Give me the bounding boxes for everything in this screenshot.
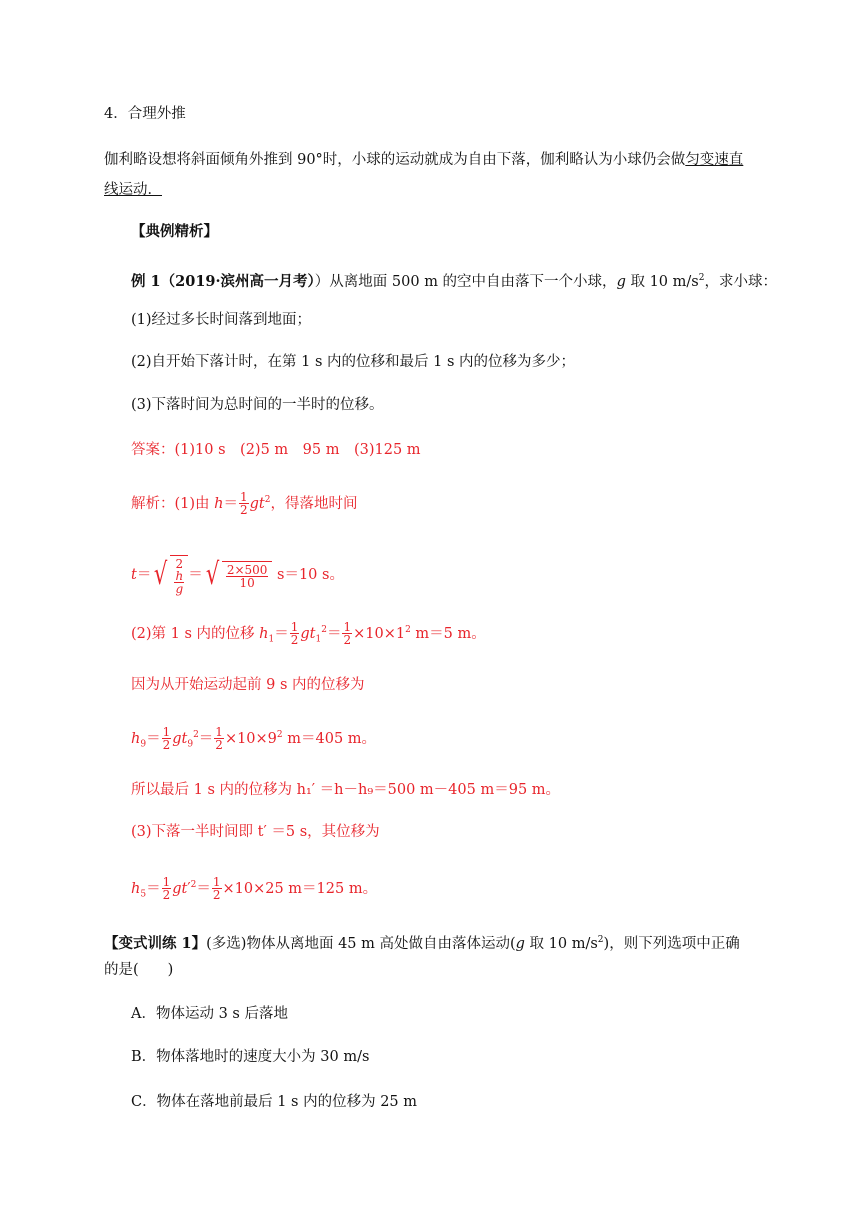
exercise-1-question-cont: 的是( ) — [104, 962, 174, 978]
option-c: C．物体在落地前最后 1 s 内的位移为 25 m — [131, 1094, 418, 1110]
option-b: B．物体落地时的速度大小为 30 m/s — [131, 1049, 370, 1065]
solution-line-8: $h_5=$ $\frac{1}{2}$ $gt'^2=$ $\frac{1}{2}$ ×10×25 m＝125 m。 — [131, 875, 378, 903]
solution-line-1: 解析：(1)由 h＝ $\frac{1}{2}$ $gt^2$，得落地时间 — [131, 490, 358, 518]
solution-line-7: (3)下落一半时间即 t′ ＝5 s，其位移为 — [131, 824, 380, 840]
paragraph-extrapolation: 伽利略设想将斜面倾角外推到 90°时，小球的运动就成为自由下落，伽利略认为小球仍会做匀变速直 — [104, 152, 744, 168]
solution-line-4: 因为从开始运动起前 9 s 内的位移为 — [131, 677, 365, 693]
solution-line-5: $h_9=$ $\frac{1}{2}$ $gt_9^2=$ $\frac{1}{2}$ $\times 10\times 9^2$ m＝405 m。 — [131, 725, 377, 753]
example-1-q2: (2)自开始下落计时，在第 1 s 内的位移和最后 1 s 内的位移为多少； — [131, 354, 576, 370]
option-a: A．物体运动 3 s 后落地 — [131, 1006, 288, 1022]
example-heading: 【典例精析】 — [131, 223, 218, 240]
example-1-q3: (3)下落时间为总时间的一半时的位移。 — [131, 397, 384, 413]
solution-line-6: 所以最后 1 s 内的位移为 h₁′ ＝h－h₉＝500 m－405 m＝95 m。 — [131, 782, 561, 798]
paragraph-extrapolation-cont: 线运动． — [104, 182, 162, 198]
example-1-q1: (1)经过多长时间落到地面； — [131, 312, 312, 328]
solution-line-2: t＝√ 2 h g ＝√ $\frac{2\times 500}{10}$ s＝10 s。 — [131, 557, 344, 596]
example-1-question: 例 1（2019·滨州高一月考））从离地面 500 m 的空中自由落下一个小球，g 取 10 $m/s^2$，求小球： — [131, 272, 777, 290]
exercise-1-question: 【变式训练 1】(多选)物体从离地面 45 m 高处做自由落体运动(g 取 10 $m/s^2$)，则下列选项中正确 — [104, 934, 740, 952]
solution-line-3: (2)第 1 s 内的位移 $h_1=$ $\frac{1}{2}$ $gt_1^2=$ $\frac{1}{2}$ $\times 10\times 1^2$ m＝5 m。 — [131, 620, 486, 648]
answer-line: 答案：(1)10 s (2)5 m 95 m (3)125 m — [131, 442, 421, 458]
section-heading: 4．合理外推 — [104, 106, 186, 122]
